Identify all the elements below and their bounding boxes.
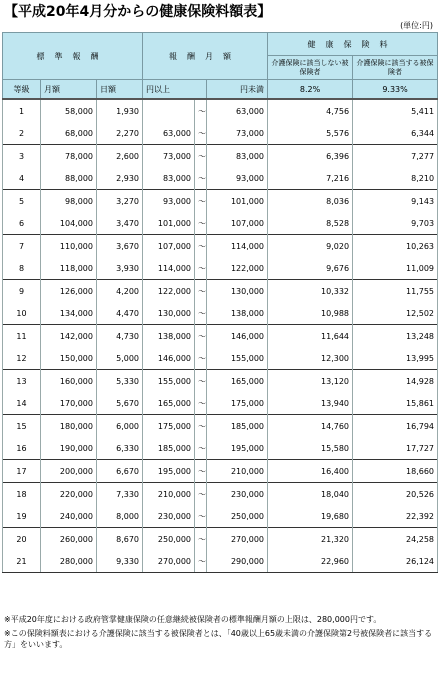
- cell-fee-care: 6,344: [353, 122, 438, 145]
- cell-range-from: 83,000: [143, 167, 195, 190]
- cell-fee: 14,760: [268, 415, 353, 438]
- cell-fee: 9,676: [268, 257, 353, 280]
- cell-fee: 5,576: [268, 122, 353, 145]
- cell-daily: 3,470: [97, 212, 143, 235]
- cell-monthly: 126,000: [41, 280, 97, 303]
- cell-monthly: 88,000: [41, 167, 97, 190]
- header-standard-remuneration: 標準報酬: [3, 33, 143, 80]
- cell-fee-care: 18,660: [353, 460, 438, 483]
- cell-monthly: 170,000: [41, 392, 97, 415]
- cell-fee-care: 12,502: [353, 302, 438, 325]
- cell-range-from: 210,000: [143, 483, 195, 506]
- cell-range-to: 270,000: [207, 528, 268, 551]
- cell-range-tilde: 〜: [195, 370, 207, 393]
- table-row: [3, 99, 438, 122]
- cell-fee-care: 13,248: [353, 325, 438, 348]
- table-row: [3, 483, 438, 506]
- cell-fee-care: 13,995: [353, 347, 438, 370]
- header-monthly: 月額: [41, 80, 97, 100]
- cell-range-from: 93,000: [143, 190, 195, 213]
- cell-daily: 4,730: [97, 325, 143, 348]
- cell-fee-care: 20,526: [353, 483, 438, 506]
- cell-range-from: 155,000: [143, 370, 195, 393]
- cell-fee: 21,320: [268, 528, 353, 551]
- cell-grade: 4: [3, 167, 41, 190]
- cell-fee-care: 11,755: [353, 280, 438, 303]
- cell-grade: 1: [3, 99, 41, 122]
- cell-grade: 17: [3, 460, 41, 483]
- cell-range-tilde: 〜: [195, 145, 207, 168]
- cell-fee-care: 17,727: [353, 437, 438, 460]
- cell-range-from: 63,000: [143, 122, 195, 145]
- page-title: 【平成20年4月分からの健康保険料額表】: [4, 4, 272, 20]
- cell-range-tilde: 〜: [195, 99, 207, 122]
- cell-monthly: 98,000: [41, 190, 97, 213]
- cell-fee-care: 9,703: [353, 212, 438, 235]
- cell-range-from: 101,000: [143, 212, 195, 235]
- cell-range-tilde: 〜: [195, 257, 207, 280]
- table-row: [3, 145, 438, 168]
- cell-fee: 4,756: [268, 99, 353, 122]
- cell-daily: 4,470: [97, 302, 143, 325]
- cell-fee: 10,988: [268, 302, 353, 325]
- cell-fee-care: 24,258: [353, 528, 438, 551]
- cell-fee: 15,580: [268, 437, 353, 460]
- cell-daily: 7,330: [97, 483, 143, 506]
- note-item: ※この保険料額表における介護保険に該当する被保険者とは、「40歳以上65歳未満の介護保険第2号被保険者に該当する方」をいいます。: [4, 629, 433, 649]
- cell-range-to: 165,000: [207, 370, 268, 393]
- table-row: [3, 505, 438, 528]
- cell-monthly: 220,000: [41, 483, 97, 506]
- cell-monthly: 240,000: [41, 505, 97, 528]
- cell-grade: 15: [3, 415, 41, 438]
- cell-monthly: 200,000: [41, 460, 97, 483]
- cell-range-tilde: 〜: [195, 505, 207, 528]
- cell-daily: 2,600: [97, 145, 143, 168]
- table-row: [3, 460, 438, 483]
- table-row: [3, 370, 438, 393]
- cell-range-from: 250,000: [143, 528, 195, 551]
- cell-daily: 3,670: [97, 235, 143, 258]
- premium-table: [2, 32, 438, 573]
- cell-daily: 9,330: [97, 550, 143, 573]
- cell-range-tilde: 〜: [195, 167, 207, 190]
- cell-grade: 20: [3, 528, 41, 551]
- cell-fee: 8,528: [268, 212, 353, 235]
- cell-range-from: 175,000: [143, 415, 195, 438]
- cell-fee-care: 15,861: [353, 392, 438, 415]
- cell-daily: 5,670: [97, 392, 143, 415]
- cell-monthly: 190,000: [41, 437, 97, 460]
- cell-daily: 6,330: [97, 437, 143, 460]
- cell-fee: 6,396: [268, 145, 353, 168]
- cell-fee: 22,960: [268, 550, 353, 573]
- cell-daily: 3,930: [97, 257, 143, 280]
- cell-grade: 19: [3, 505, 41, 528]
- cell-fee: 19,680: [268, 505, 353, 528]
- cell-fee: 16,400: [268, 460, 353, 483]
- table-body: [3, 99, 438, 573]
- cell-range-tilde: 〜: [195, 325, 207, 348]
- cell-range-from: 138,000: [143, 325, 195, 348]
- cell-range-from: [143, 99, 195, 122]
- table-row: [3, 257, 438, 280]
- cell-range-from: 165,000: [143, 392, 195, 415]
- cell-range-tilde: 〜: [195, 302, 207, 325]
- cell-grade: 8: [3, 257, 41, 280]
- cell-range-from: 270,000: [143, 550, 195, 573]
- table-row: [3, 437, 438, 460]
- cell-fee-care: 26,124: [353, 550, 438, 573]
- cell-monthly: 280,000: [41, 550, 97, 573]
- cell-fee: 10,332: [268, 280, 353, 303]
- header-remuneration-monthly: 報酬月額: [143, 33, 268, 80]
- cell-grade: 18: [3, 483, 41, 506]
- cell-monthly: 104,000: [41, 212, 97, 235]
- cell-grade: 14: [3, 392, 41, 415]
- cell-daily: 2,270: [97, 122, 143, 145]
- cell-daily: 4,200: [97, 280, 143, 303]
- cell-fee-care: 10,263: [353, 235, 438, 258]
- cell-range-to: 101,000: [207, 190, 268, 213]
- cell-monthly: 142,000: [41, 325, 97, 348]
- cell-range-to: 63,000: [207, 99, 268, 122]
- cell-grade: 2: [3, 122, 41, 145]
- cell-range-tilde: 〜: [195, 550, 207, 573]
- cell-range-tilde: 〜: [195, 212, 207, 235]
- cell-range-from: 185,000: [143, 437, 195, 460]
- cell-range-to: 107,000: [207, 212, 268, 235]
- cell-fee: 7,216: [268, 167, 353, 190]
- cell-grade: 13: [3, 370, 41, 393]
- table-row: [3, 347, 438, 370]
- cell-range-from: 130,000: [143, 302, 195, 325]
- cell-range-to: 175,000: [207, 392, 268, 415]
- cell-range-tilde: 〜: [195, 392, 207, 415]
- cell-range-from: 114,000: [143, 257, 195, 280]
- cell-range-to: 185,000: [207, 415, 268, 438]
- header-rate-applicable: 9.33%: [353, 80, 438, 100]
- cell-fee-care: 8,210: [353, 167, 438, 190]
- cell-fee-care: 11,009: [353, 257, 438, 280]
- cell-monthly: 78,000: [41, 145, 97, 168]
- cell-fee: 9,020: [268, 235, 353, 258]
- cell-range-tilde: 〜: [195, 437, 207, 460]
- cell-monthly: 150,000: [41, 347, 97, 370]
- cell-monthly: 160,000: [41, 370, 97, 393]
- cell-grade: 16: [3, 437, 41, 460]
- cell-range-from: 122,000: [143, 280, 195, 303]
- cell-range-to: 155,000: [207, 347, 268, 370]
- cell-grade: 11: [3, 325, 41, 348]
- cell-monthly: 260,000: [41, 528, 97, 551]
- cell-fee: 13,120: [268, 370, 353, 393]
- cell-range-tilde: 〜: [195, 122, 207, 145]
- cell-fee: 12,300: [268, 347, 353, 370]
- cell-range-to: 195,000: [207, 437, 268, 460]
- table-row: [3, 167, 438, 190]
- table-row: [3, 122, 438, 145]
- header-to: 円未満: [207, 80, 268, 100]
- unit-label: (単位:円): [400, 21, 433, 30]
- cell-range-to: 130,000: [207, 280, 268, 303]
- table-row: [3, 302, 438, 325]
- cell-range-to: 114,000: [207, 235, 268, 258]
- cell-grade: 10: [3, 302, 41, 325]
- cell-range-to: 210,000: [207, 460, 268, 483]
- table-row: [3, 212, 438, 235]
- cell-range-to: 230,000: [207, 483, 268, 506]
- cell-fee-care: 16,794: [353, 415, 438, 438]
- cell-daily: 3,270: [97, 190, 143, 213]
- header-grade: 等級: [3, 80, 41, 100]
- header-daily: 日額: [97, 80, 143, 100]
- cell-daily: 2,930: [97, 167, 143, 190]
- cell-range-from: 107,000: [143, 235, 195, 258]
- header-col-applicable: 介護保険に該当する被保険者: [353, 56, 438, 80]
- cell-range-from: 195,000: [143, 460, 195, 483]
- cell-fee-care: 22,392: [353, 505, 438, 528]
- cell-daily: 1,930: [97, 99, 143, 122]
- cell-grade: 9: [3, 280, 41, 303]
- cell-range-to: 290,000: [207, 550, 268, 573]
- table-row: [3, 235, 438, 258]
- cell-range-tilde: 〜: [195, 460, 207, 483]
- table-row: [3, 415, 438, 438]
- table-row: [3, 528, 438, 551]
- table-row: [3, 325, 438, 348]
- table-row: [3, 550, 438, 573]
- table-row: [3, 280, 438, 303]
- cell-grade: 6: [3, 212, 41, 235]
- cell-range-tilde: 〜: [195, 235, 207, 258]
- cell-grade: 12: [3, 347, 41, 370]
- cell-fee-care: 9,143: [353, 190, 438, 213]
- cell-fee-care: 5,411: [353, 99, 438, 122]
- cell-monthly: 180,000: [41, 415, 97, 438]
- cell-range-tilde: 〜: [195, 528, 207, 551]
- cell-fee-care: 7,277: [353, 145, 438, 168]
- table-row: [3, 392, 438, 415]
- cell-range-from: 146,000: [143, 347, 195, 370]
- cell-daily: 6,670: [97, 460, 143, 483]
- cell-range-tilde: 〜: [195, 280, 207, 303]
- cell-grade: 3: [3, 145, 41, 168]
- cell-grade: 7: [3, 235, 41, 258]
- cell-monthly: 134,000: [41, 302, 97, 325]
- header-rate-not-applicable: 8.2%: [268, 80, 353, 100]
- cell-fee-care: 14,928: [353, 370, 438, 393]
- cell-grade: 21: [3, 550, 41, 573]
- header-premium: 健康保険料: [268, 33, 438, 56]
- header-from: 円以上: [143, 80, 207, 100]
- cell-range-to: 122,000: [207, 257, 268, 280]
- cell-range-tilde: 〜: [195, 347, 207, 370]
- cell-range-from: 73,000: [143, 145, 195, 168]
- cell-daily: 5,330: [97, 370, 143, 393]
- cell-daily: 8,000: [97, 505, 143, 528]
- cell-daily: 6,000: [97, 415, 143, 438]
- note-item: ※平成20年度における政府管掌健康保険の任意継続被保険者の標準報酬月額の上限は、280,000円です。: [4, 615, 382, 624]
- cell-range-tilde: 〜: [195, 190, 207, 213]
- cell-fee: 18,040: [268, 483, 353, 506]
- cell-range-tilde: 〜: [195, 415, 207, 438]
- cell-monthly: 110,000: [41, 235, 97, 258]
- cell-range-to: 138,000: [207, 302, 268, 325]
- cell-range-to: 250,000: [207, 505, 268, 528]
- cell-fee: 11,644: [268, 325, 353, 348]
- table-row: [3, 190, 438, 213]
- cell-daily: 8,670: [97, 528, 143, 551]
- cell-range-to: 83,000: [207, 145, 268, 168]
- cell-range-to: 73,000: [207, 122, 268, 145]
- cell-range-from: 230,000: [143, 505, 195, 528]
- cell-range-tilde: 〜: [195, 483, 207, 506]
- header-col-not-applicable: 介護保険に該当しない被保険者: [268, 56, 353, 80]
- cell-daily: 5,000: [97, 347, 143, 370]
- cell-fee: 13,940: [268, 392, 353, 415]
- cell-fee: 8,036: [268, 190, 353, 213]
- cell-range-to: 93,000: [207, 167, 268, 190]
- cell-monthly: 68,000: [41, 122, 97, 145]
- cell-monthly: 58,000: [41, 99, 97, 122]
- notes: [4, 614, 436, 653]
- cell-grade: 5: [3, 190, 41, 213]
- cell-monthly: 118,000: [41, 257, 97, 280]
- cell-range-to: 146,000: [207, 325, 268, 348]
